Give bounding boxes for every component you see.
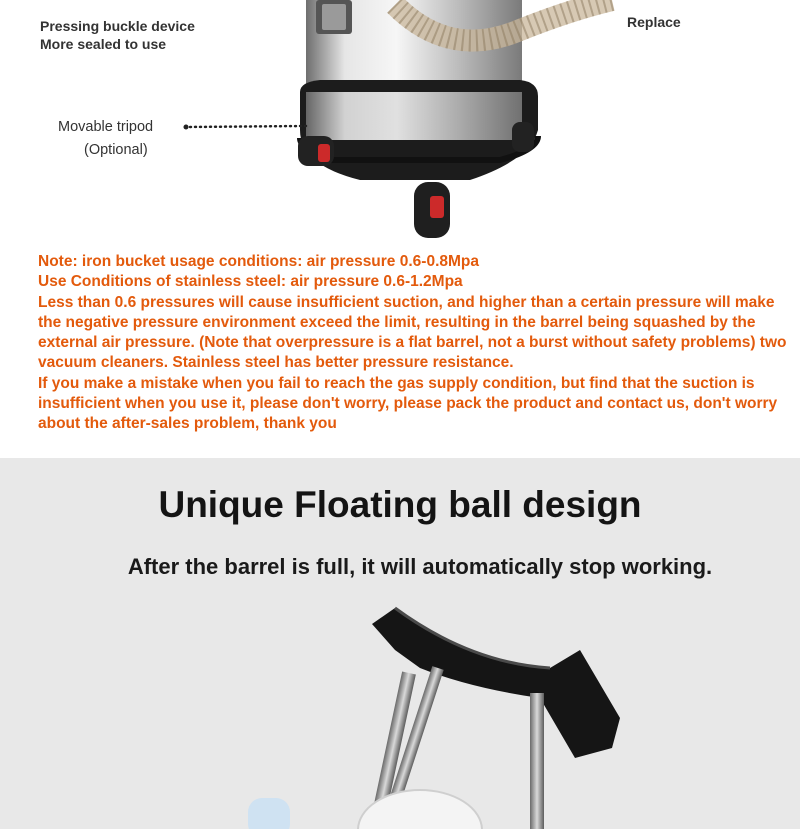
tripod-callout-line1: Movable tripod	[58, 119, 154, 135]
feature-title: Unique Floating ball design	[158, 484, 642, 525]
feature-subtitle: After the barrel is full, it will automatically stop working.	[127, 554, 713, 579]
buckle-callout-line1: Pressing buckle device	[40, 18, 195, 34]
caster-wheel-front	[414, 182, 450, 238]
note-line-after-sales: If you make a mistake when you fail to reach the gas supply condition, but find that the suction is insufficient when you use it, please don't worry, please pack the product and contact us, don't worry about the after-sales problem, thank you	[38, 374, 778, 433]
guide-rod-right	[530, 693, 544, 829]
note-line-steel: Use Conditions of stainless steel: air pressure 0.6-1.2Mpa	[38, 273, 463, 291]
note-line-pressure-warning: Less than 0.6 pressures will cause insufficient suction, and higher than a certain pressure will make the negative pressure environment exceed the limit, resulting in the barrel being squashed by the external air pressure. (Note that overpressure is a flat barrel, not a burst without safety problems) two vacuum cleaners. Stainless steel has better pressure resistance.	[38, 293, 787, 372]
replace-callout: Replace	[627, 14, 681, 30]
tripod-leader-line	[185, 126, 306, 127]
caster-wheel-right	[512, 122, 534, 152]
tripod-callout-line2: (Optional)	[84, 142, 148, 158]
note-line-iron: Note: iron bucket usage conditions: air pressure 0.6-0.8Mpa	[38, 253, 479, 270]
buckle-callout	[40, 17, 195, 53]
floating-ball-illustration	[0, 458, 800, 829]
floating-ball-section	[0, 458, 800, 829]
pressure-usage-note	[38, 252, 788, 435]
caster-wheel-left	[298, 136, 334, 166]
buckle-callout-line2: More sealed to use	[40, 36, 167, 52]
ball-cap	[248, 798, 290, 829]
